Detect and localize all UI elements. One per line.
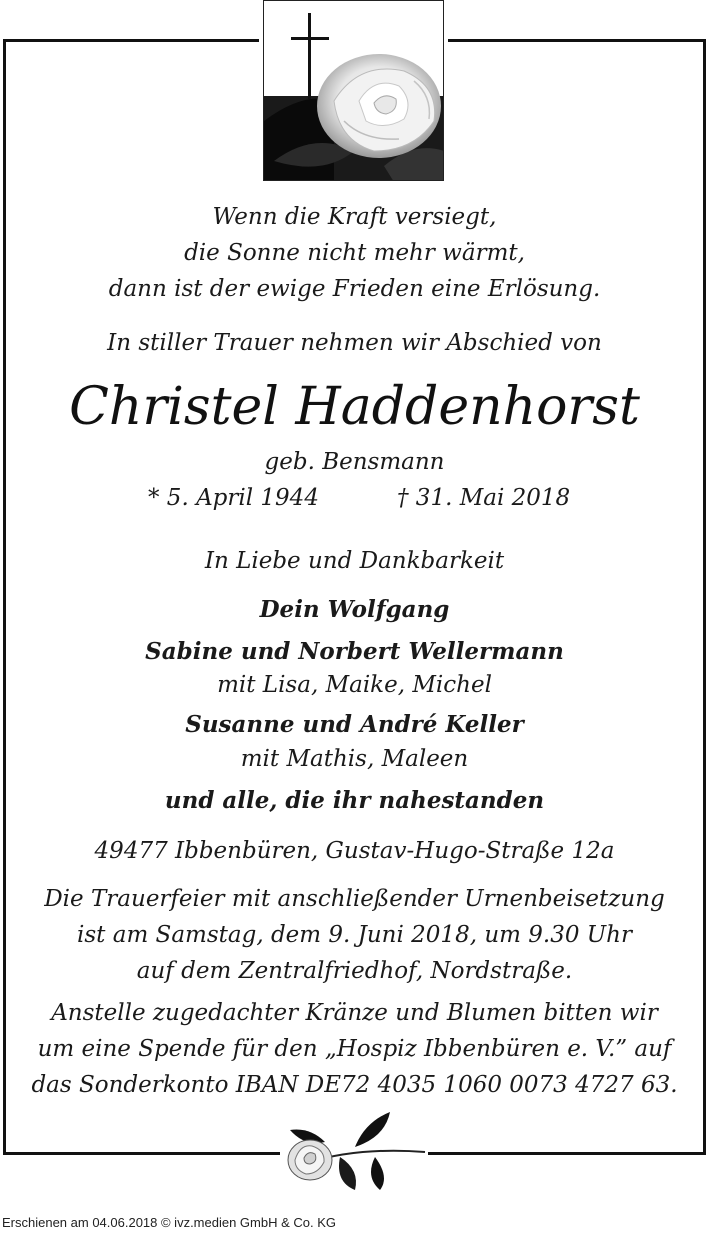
intro-text: In stiller Trauer nehmen wir Abschied von — [107, 330, 602, 356]
ceremony-line: Die Trauerfeier mit anschließender Urnenbeisetzung — [44, 886, 665, 912]
poem-line: dann ist der ewige Frieden eine Erlösung. — [108, 276, 601, 302]
address: 49477 Ibbenbüren, Gustav-Hugo-Straße 12a — [94, 838, 615, 864]
frame-top-right-line — [448, 39, 706, 42]
poem — [0, 199, 709, 307]
frame-top-left-line — [3, 39, 259, 42]
poem-line: die Sonne nicht mehr wärmt, — [184, 240, 525, 266]
ceremony-line: auf dem Zentralfriedhof, Nordstraße. — [136, 958, 573, 984]
love-line: In Liebe und Dankbarkeit — [204, 548, 505, 574]
publication-footer: Erschienen am 04.06.2018 © ivz.medien GmbH & Co. KG — [2, 1215, 337, 1230]
donation-line: Anstelle zugedachter Kränze und Blumen bitten wir — [51, 1000, 658, 1026]
frame-bottom-left-line — [3, 1152, 280, 1155]
family-line-all: und alle, die ihr nahestanden — [164, 787, 545, 814]
deceased-name: Christel Haddenhorst — [69, 377, 640, 437]
death-date: † 31. Mai 2018 — [397, 485, 571, 511]
family-children-keller: mit Mathis, Maleen — [240, 746, 469, 772]
cross-and-rose-icon — [263, 0, 444, 181]
frame-bottom-right-line — [428, 1152, 706, 1155]
donation-line: das Sonderkonto IBAN DE72 4035 1060 0073 4727 63. — [31, 1072, 678, 1098]
family-line-wolfgang: Dein Wolfgang — [259, 596, 450, 623]
rose-icon — [280, 1102, 430, 1192]
poem-line: Wenn die Kraft versiegt, — [212, 204, 497, 230]
family-children-wellermann: mit Lisa, Maike, Michel — [217, 672, 492, 698]
ceremony-line: ist am Samstag, dem 9. Juni 2018, um 9.30 Uhr — [77, 922, 632, 948]
birth-date: * 5. April 1944 — [148, 485, 319, 511]
birth-name: geb. Bensmann — [264, 449, 445, 475]
donation-info — [0, 995, 709, 1103]
family-line-wellermann: Sabine und Norbert Wellermann — [145, 638, 564, 665]
donation-line: um eine Spende für den „Hospiz Ibbenbüren e. V.” auf — [37, 1036, 672, 1062]
ceremony-info — [0, 881, 709, 989]
family-line-keller: Susanne und André Keller — [185, 711, 524, 738]
